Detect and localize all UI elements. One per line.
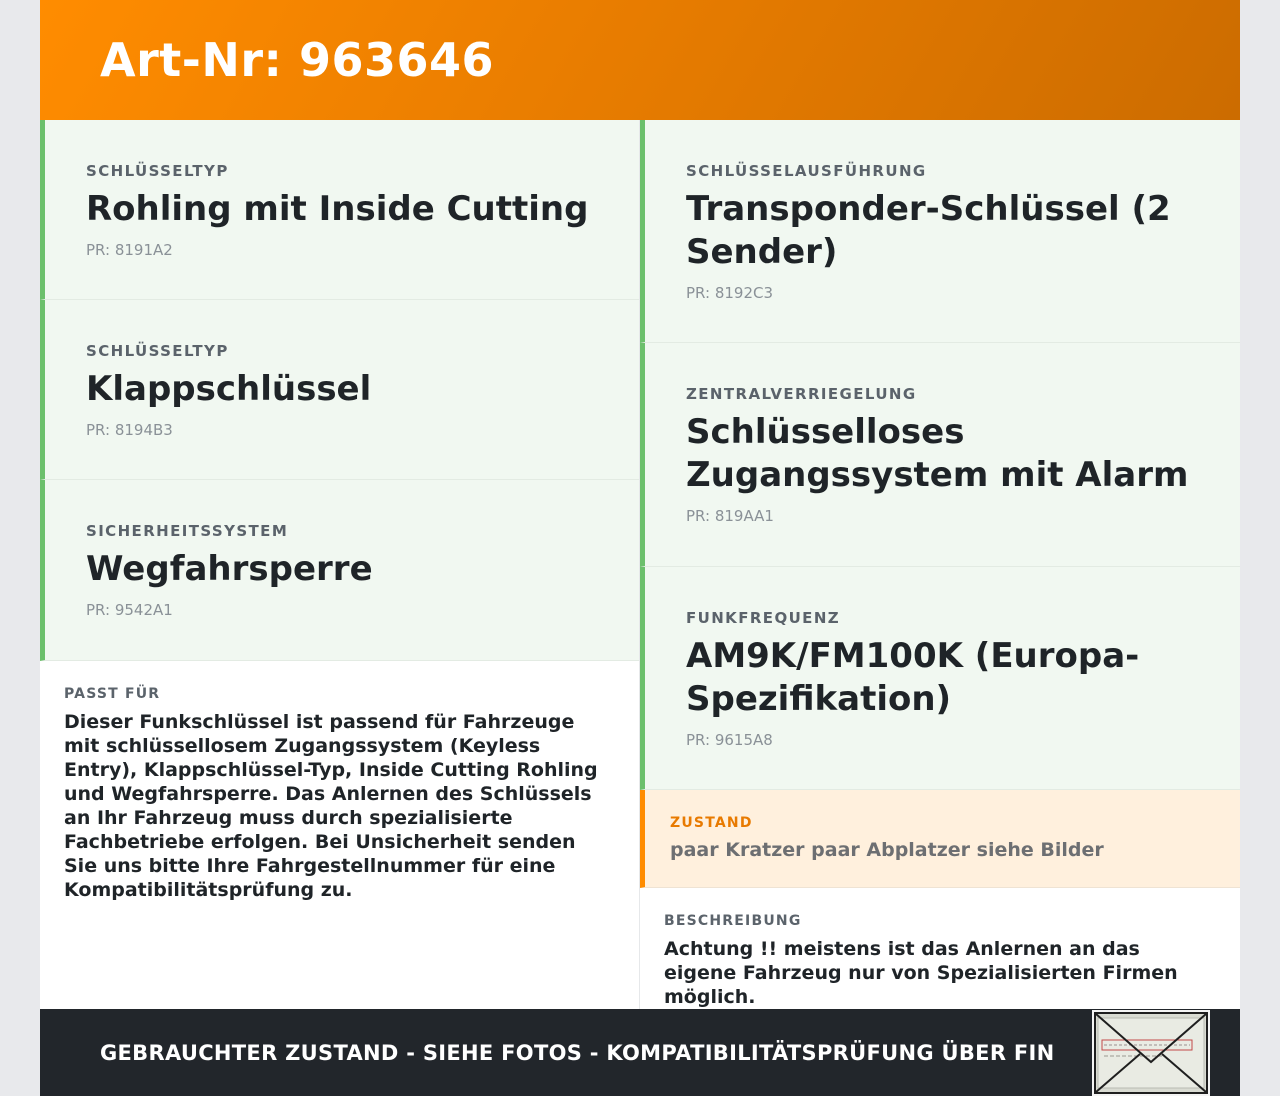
spec-label: SCHLÜSSELTYP [86, 342, 229, 360]
envelope-document-thumbnail-icon[interactable] [1092, 1010, 1210, 1096]
spec-label: FUNKFREQUENZ [686, 609, 841, 627]
info-columns [40, 120, 1240, 1009]
spec-card-key-type-flip [40, 300, 639, 480]
footer-text: GEBRAUCHTER ZUSTAND - SIEHE FOTOS - KOMPATIBILITÄTSPRÜFUNG ÜBER FIN [100, 1040, 1055, 1065]
condition-section [640, 790, 1240, 888]
spec-card-key-type-blank [40, 120, 639, 300]
spec-pr-code: PR: 9615A8 [686, 731, 773, 749]
spec-pr-code: PR: 819AA1 [686, 507, 774, 525]
spec-value: Schlüsselloses Zugangssystem mit Alarm [686, 412, 1189, 495]
description-section [640, 888, 1240, 1009]
spec-pr-code: PR: 8194B3 [86, 421, 173, 439]
spec-value: Wegfahrsperre [86, 549, 373, 589]
condition-label: ZUSTAND [670, 815, 753, 831]
spec-label: SCHLÜSSELTYP [86, 162, 229, 180]
spec-card-radio-frequency [640, 567, 1240, 790]
left-column [40, 120, 640, 1009]
footer-bar [40, 1009, 1240, 1096]
fits-text: Dieser Funkschlüssel ist passend für Fahrzeuge mit schlüssellosem Zugangssystem (Keyless Entry), Klappschlüssel-Typ, Inside Cutting Rohling und Wegfahrsperre. Das Anlernen des Schlüssels an Ihr Fahrzeug muss durch spezialisierte Fachbetriebe erfolgen. Bei Unsicherheit senden Sie uns bitte Ihre Fahrgestellnummer für eine Kompatibilitätsprüfung zu. [64, 711, 598, 901]
spec-label: SCHLÜSSELAUSFÜHRUNG [686, 162, 927, 180]
envelope-icon [1094, 1012, 1208, 1094]
article-number-title: Art-Nr: 963646 [100, 33, 495, 87]
spec-value: Transponder-Schlüssel (2 Sender) [686, 189, 1171, 272]
fits-label: PASST FÜR [64, 686, 161, 702]
spec-label: ZENTRALVERRIEGELUNG [686, 385, 917, 403]
spec-card-central-locking [640, 343, 1240, 567]
fits-section [40, 661, 639, 902]
spec-pr-code: PR: 9542A1 [86, 601, 173, 619]
product-sheet [40, 0, 1240, 1096]
spec-card-key-design [640, 120, 1240, 343]
spec-pr-code: PR: 8192C3 [686, 284, 774, 302]
spec-value: Klappschlüssel [86, 369, 372, 409]
spec-pr-code: PR: 8191A2 [86, 241, 173, 259]
spec-label: SICHERHEITSSYSTEM [86, 522, 289, 540]
description-text: Achtung !! meistens ist das Anlernen an das eigene Fahrzeug nur von Spezialisierten Firmen möglich. [664, 938, 1178, 1008]
spec-value: AM9K/FM100K (Europa-Spezifikation) [686, 636, 1140, 719]
description-label: BESCHREIBUNG [664, 913, 802, 929]
spec-value: Rohling mit Inside Cutting [86, 189, 589, 229]
condition-text: paar Kratzer paar Abplatzer siehe Bilder [670, 839, 1104, 861]
header-bar [40, 0, 1240, 120]
right-column [640, 120, 1240, 1009]
spec-card-security-system [40, 480, 639, 661]
